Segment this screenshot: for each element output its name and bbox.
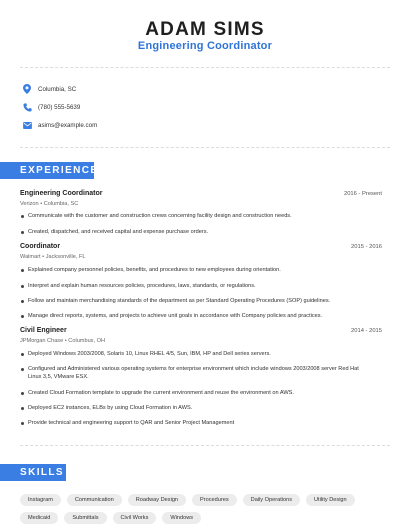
bullet-text: Interpret and explain human resources policies, procedures, laws, standards, or regulations.	[28, 283, 256, 289]
job-dates: 2016 - Present	[343, 191, 382, 197]
skill-chip: Communication	[67, 494, 122, 506]
candidate-name: ADAM SIMS	[145, 19, 265, 40]
job-location: Columbia, SC	[43, 201, 79, 207]
job-location: Columbus, OH	[68, 338, 105, 344]
job-location: Jacksonville, FL	[45, 254, 86, 260]
skill-chip: Roadway Design	[128, 494, 186, 506]
skill-chip: Utility Design	[306, 494, 355, 506]
location-text: Columbia, SC	[38, 85, 77, 93]
list-item	[20, 365, 372, 381]
phone-icon	[22, 102, 32, 112]
job-company-line: JPMorgan Chase • Columbus, OH	[20, 338, 105, 344]
list-item	[20, 266, 380, 274]
skill-chip: Submittals	[64, 512, 106, 524]
list-item	[20, 312, 380, 320]
candidate-title: Engineering Coordinator	[137, 40, 273, 52]
bullet-text: Provide technical and engineering support to QAR and Senior Project Management	[28, 420, 235, 426]
skills-list	[20, 494, 398, 524]
bullet-text: Created, dispatched, and received capital and expense purchase orders.	[28, 229, 209, 235]
skill-chip: Daily Operations	[243, 494, 300, 506]
skill-chip: Windows	[162, 512, 201, 524]
job-title: Engineering Coordinator	[20, 190, 103, 197]
list-item	[20, 228, 380, 236]
divider	[20, 67, 390, 68]
job-company-line: Walmart • Jacksonville, FL	[20, 254, 86, 260]
location-pin-icon	[22, 84, 32, 94]
list-item	[20, 297, 380, 305]
job-company: JPMorgan Chase	[20, 338, 64, 344]
experience-heading	[0, 162, 99, 179]
list-item	[20, 212, 380, 220]
list-item	[20, 282, 380, 290]
list-item	[20, 419, 380, 427]
list-item	[20, 350, 380, 358]
bullet-text: Deployed Windows 2003/2008, Solaris 10, Linux RHEL 4/5, Sun, IBM, HP and Dell series servers.	[28, 351, 271, 357]
job-dates: 2015 - 2016	[351, 244, 382, 250]
bullet-text: Communicate with the customer and construction crews concerning facility design and construction needs.	[28, 213, 292, 219]
job-company: Walmart	[20, 254, 41, 260]
experience-heading-label: EXPERIENCE	[20, 165, 99, 176]
skill-chip: Instagram	[20, 494, 61, 506]
skill-chip: Procedures	[192, 494, 237, 506]
phone-text: (780) 555-5639	[38, 103, 81, 111]
bullet-text: Deployed EC2 instances, ELBs by using Cloud Formation in AWS.	[28, 405, 193, 411]
contact-email	[22, 119, 97, 131]
list-item	[20, 404, 380, 412]
email-text: asims@example.com	[38, 121, 98, 129]
skill-chip: Medicaid	[20, 512, 58, 524]
divider	[20, 445, 390, 446]
bullet-text: Configured and Administered various operating systems for enterprise environment which include windows 2003/2008 server Red Hat Linux 3,5, VMware ESX.	[28, 366, 359, 380]
job-company-line: Verizon • Columbia, SC	[20, 201, 79, 207]
list-item	[20, 389, 380, 397]
bullet-text: Manage direct reports, systems, and projects to achieve unit goals in accordance with Company policies and practices.	[28, 313, 323, 319]
job-dates: 2014 - 2015	[351, 328, 382, 334]
job-company: Verizon	[20, 201, 39, 207]
skills-heading	[0, 464, 66, 481]
divider	[20, 147, 390, 148]
bullet-text: Explained company personnel policies, benefits, and procedures to new employees during orientation.	[28, 267, 281, 273]
skill-chip: Civil Works	[113, 512, 157, 524]
skills-heading-label: SKILLS	[20, 467, 64, 478]
bullet-text: Follow and maintain merchandising standards of the department as per Standard Operating Procedures (SOP) guidelines.	[28, 298, 331, 304]
contact-location	[22, 83, 76, 95]
mail-icon	[22, 120, 32, 130]
job-title: Coordinator	[20, 243, 61, 250]
job-title: Civil Engineer	[20, 327, 67, 334]
contact-phone	[22, 101, 80, 113]
bullet-text: Created Cloud Formation template to upgrade the current environment and reuse the environment on AWS.	[28, 390, 294, 396]
